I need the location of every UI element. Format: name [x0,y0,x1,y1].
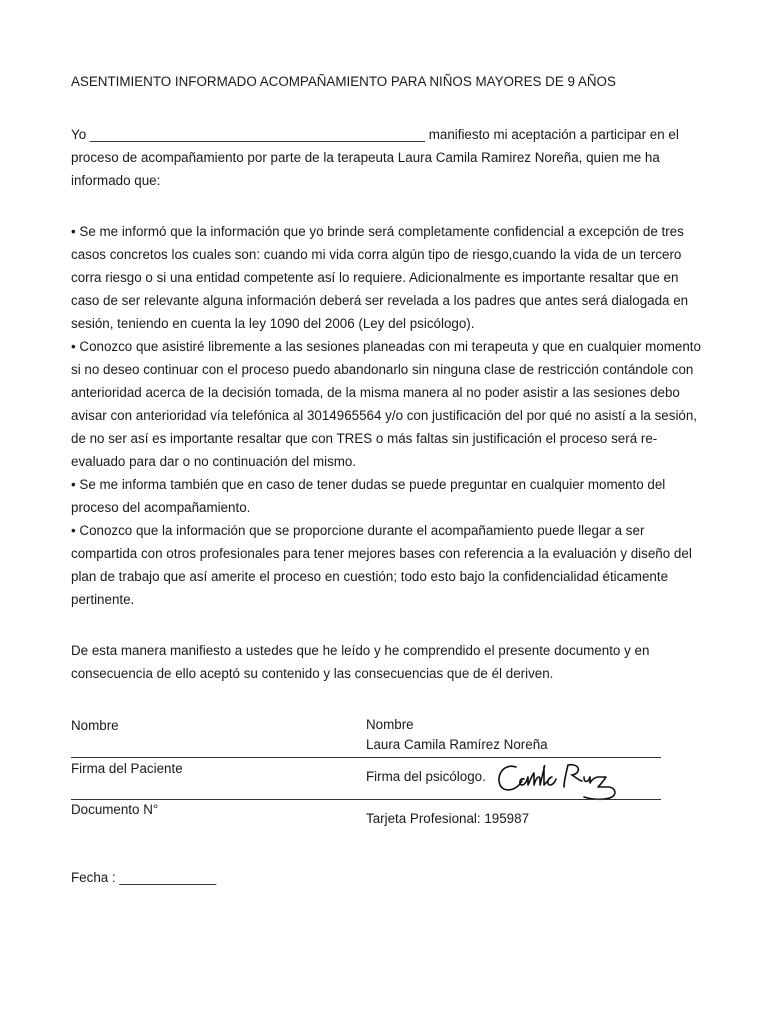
psychologist-signature [494,757,628,805]
closing-text: De esta manera manifiesto a ustedes que he leído y he comprendido el presente documento y en consecuencia de ello aceptó su contenido y las consecuencias que de él deriven. [71,643,650,681]
document-title: ASENTIMIENTO INFORMADO ACOMPAÑAMIENTO PARA NIÑOS MAYORES DE 9 AÑOS [71,74,616,89]
bullet-sharing: • Conozco que la información que se proporcione durante el acompañamiento puede llegar a ser compartida con otros profesionales para tener mejores bases con referencia a la evaluación y diseño del plan de trabajo que así amerite el proceso en cuestión; todo esto bajo la confidencialidad éticamente pertinente. [71,523,692,607]
patient-name-label: Nombre [71,718,119,733]
bullet-list [71,220,701,611]
bullet-attendance: • Conozco que asistiré libremente a las sesiones planeadas con mi terapeuta y que en cualquier momento si no deseo continuar con el proceso puedo abandonarlo sin ninguna clase de restricción contándole con anterioridad acerca de la decisión tomada, de la misma manera al no poder asistir a las sesiones debo avisar con anterioridad vía telefónica al 3014965564 y/o con justificación del por qué no asistí a la sesión, de no ser así es importante resaltar que con TRES o más faltas sin justificación el proceso será re-evaluado para dar o no continuación del mismo. [71,339,701,469]
psychologist-name: Laura Camila Ramírez Noreña [366,737,548,752]
psychologist-signature-label: Firma del psicólogo. [366,769,486,784]
bullet-questions: • Se me informa también que en caso de tener dudas se puede preguntar en cualquier momento del proceso del acompañamiento. [71,477,666,515]
intro-paragraph [71,123,701,192]
signature-line [71,799,661,800]
patient-signature-label: Firma del Paciente [71,761,183,776]
closing-paragraph [71,639,701,685]
bullet-confidentiality: • Se me informó que la información que yo brinde será completamente confidencial a excepción de tres casos concretos los cuales son: cuando mi vida corra algún tipo de riesgo,cuando la vida de un tercero corra riesgo o si una entidad competente así lo requiere. Adicionalmente es importante resaltar que en caso de ser relevante alguna información deberá ser revelada a los padres que antes será dialogada en sesión, teniendo en cuenta la ley 1090 del 2006 (Ley del psicólogo). [71,224,689,331]
document-number-label: Documento N° [71,802,159,817]
professional-license: Tarjeta Profesional: 195987 [366,811,530,826]
psychologist-name-label: Nombre [366,717,414,732]
date-field: Fecha : _____________ [71,870,217,885]
intro-text: Yo _____________________________________________ manifiesto mi aceptación a participar en el proceso de acompañamiento por parte de la terapeuta Laura Camila Ramirez Noreña, quien me ha informado que: [71,127,679,188]
